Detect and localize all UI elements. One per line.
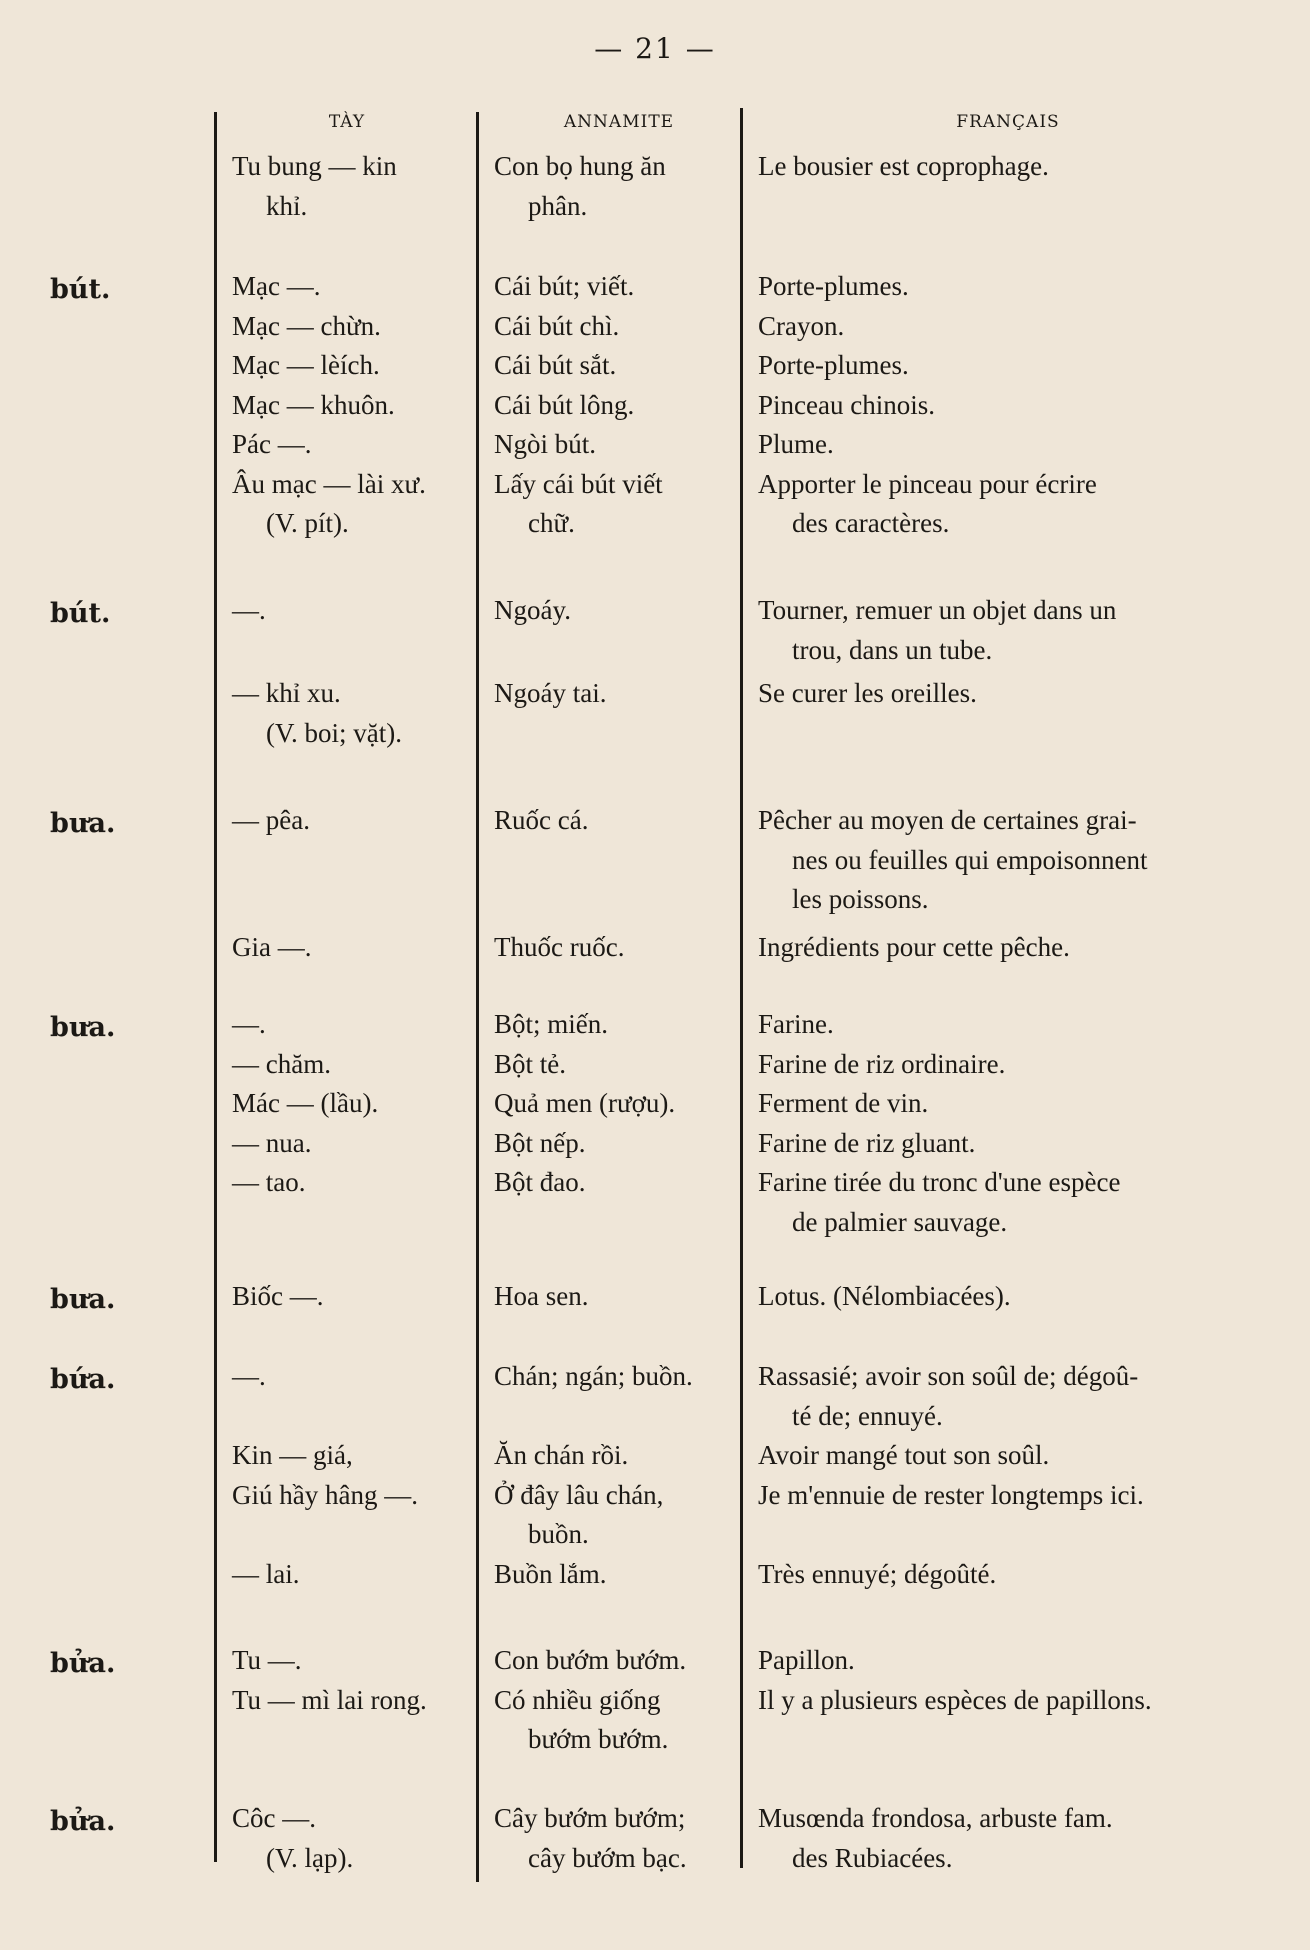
annamite-text: Cái bút; viết.: [494, 271, 635, 301]
annamite-text: Chán; ngán; buồn.: [494, 1361, 693, 1391]
entry-line: [0, 186, 1310, 226]
francais-text: Très ennuyé; dégoûté.: [758, 1558, 997, 1589]
annamite-text: Có nhiều giống: [494, 1684, 661, 1715]
headword: bưa.: [50, 1284, 116, 1315]
annamite-text: Ruốc cá.: [494, 805, 589, 835]
francais-text: Ingrédients pour cette pêche.: [758, 931, 1070, 962]
tay-text: Giú hầy hâng —.: [232, 1479, 418, 1510]
francais-text: Musœnda frondosa, arbuste fam.: [758, 1803, 1113, 1833]
francais-text: Ferment de vin.: [758, 1088, 929, 1118]
tay-text: —.: [232, 1361, 266, 1391]
entry-line: [0, 146, 1310, 186]
annamite-text: Lấy cái bút viết: [494, 468, 663, 499]
annamite-text: phân.: [528, 190, 588, 221]
entry-line: [0, 630, 1310, 670]
annamite-text: Hoa sen.: [494, 1281, 589, 1311]
francais-text: Papillon.: [758, 1645, 855, 1675]
tay-text: Mác — (lầu).: [232, 1088, 379, 1118]
francais-text: Farine.: [758, 1009, 834, 1039]
headword: bưa.: [50, 808, 116, 839]
francais-text: Pêcher au moyen de certaines grai-: [758, 805, 1137, 835]
entry-line: [0, 1680, 1310, 1720]
tay-text: Mạc — lèích.: [232, 350, 380, 380]
entry-line: [0, 503, 1310, 543]
entry-line: [0, 306, 1310, 346]
annamite-text: Cái bút chì.: [494, 310, 620, 341]
tay-text: — chăm.: [232, 1048, 331, 1079]
francais-text: Je m'ennuie de rester longtemps ici.: [758, 1479, 1144, 1510]
tay-text: Côc —.: [232, 1803, 316, 1833]
headword: bửa.: [50, 1806, 116, 1837]
francais-text: de palmier sauvage.: [792, 1206, 1008, 1237]
annamite-text: Quả men (rượu).: [494, 1088, 676, 1118]
entry-line: [0, 800, 1310, 840]
tay-text: Gia —.: [232, 931, 312, 962]
column-header-annamite: ANNAMITE: [563, 112, 675, 132]
annamite-text: Cây bướm bướm;: [494, 1803, 686, 1833]
entry-line: [0, 1004, 1310, 1044]
entry-line: [0, 879, 1310, 919]
annamite-text: Thuốc ruốc.: [494, 931, 625, 962]
headword: bửa.: [50, 1648, 116, 1679]
entry-line: [0, 590, 1310, 630]
entry-line: [0, 1123, 1310, 1163]
tay-text: — pêa.: [232, 805, 310, 835]
tay-text: Tu bung — kin: [232, 151, 397, 181]
entry-line: [0, 1162, 1310, 1202]
annamite-text: chữ.: [528, 508, 575, 538]
francais-text: Lotus. (Nélombiacées).: [758, 1281, 1011, 1311]
entry-line: [0, 1396, 1310, 1436]
francais-text: Il y a plusieurs espèces de papillons.: [758, 1684, 1152, 1715]
francais-text: trou, dans un tube.: [792, 634, 993, 665]
entry-line: [0, 1640, 1310, 1680]
tay-text: Mạc — chừn.: [232, 310, 381, 341]
entry-line: [0, 713, 1310, 753]
annamite-text: Ngoáy.: [494, 595, 571, 625]
francais-text: des caractères.: [792, 508, 950, 538]
tay-text: — khỉ xu.: [232, 678, 341, 708]
entry-line: [0, 1838, 1310, 1878]
entry-line: [0, 1435, 1310, 1475]
column-header-francais: FRANÇAIS: [956, 112, 1060, 132]
francais-text: Rassasié; avoir son soûl de; dégoû-: [758, 1361, 1139, 1391]
annamite-text: buồn.: [528, 1519, 589, 1549]
entry-line: [0, 927, 1310, 967]
francais-text: Le bousier est coprophage.: [758, 151, 1049, 181]
headword: bút.: [50, 598, 111, 629]
francais-text: des Rubiacées.: [792, 1842, 953, 1873]
francais-text: nes ou feuilles qui empoisonnent: [792, 844, 1148, 875]
entry-line: [0, 424, 1310, 464]
column-header-tay: TÀY: [328, 112, 366, 132]
annamite-text: Ăn chán rồi.: [494, 1440, 629, 1470]
annamite-text: Buồn lắm.: [494, 1558, 607, 1589]
francais-text: Tourner, remuer un objet dans un: [758, 595, 1117, 625]
entry-line: [0, 1356, 1310, 1396]
francais-text: Plume.: [758, 429, 834, 459]
tay-text: — nua.: [232, 1127, 312, 1158]
annamite-text: bướm bướm.: [528, 1724, 669, 1754]
entry-line: [0, 840, 1310, 880]
francais-text: Farine de riz ordinaire.: [758, 1048, 1006, 1079]
page-number: — 21 —: [594, 32, 716, 65]
annamite-text: Ở đây lâu chán,: [494, 1479, 664, 1510]
tay-text: —.: [232, 1009, 266, 1039]
entry-line: [0, 1202, 1310, 1242]
tay-text: Pác —.: [232, 429, 312, 459]
headword: bứa.: [50, 1364, 116, 1395]
francais-text: Porte-plumes.: [758, 271, 909, 301]
tay-text: (V. lạp).: [266, 1842, 354, 1873]
entry-line: [0, 1798, 1310, 1838]
annamite-text: Con bướm bướm.: [494, 1645, 687, 1675]
francais-text: Avoir mangé tout son soûl.: [758, 1440, 1050, 1470]
annamite-text: Cái bút sắt.: [494, 350, 617, 380]
tay-text: Mạc — khuôn.: [232, 389, 395, 420]
annamite-text: Ngoáy tai.: [494, 678, 607, 708]
tay-text: — tao.: [232, 1167, 306, 1197]
entry-line: [0, 1475, 1310, 1515]
annamite-text: Cái bút lông.: [494, 389, 635, 420]
tay-text: Mạc —.: [232, 271, 321, 301]
entry-line: [0, 1276, 1310, 1316]
annamite-text: Bột tẻ.: [494, 1048, 566, 1079]
tay-text: (V. boi; vặt).: [266, 717, 402, 748]
francais-text: Porte-plumes.: [758, 350, 909, 380]
francais-text: Farine tirée du tronc d'une espèce: [758, 1167, 1121, 1197]
annamite-text: Bột nếp.: [494, 1127, 586, 1158]
annamite-text: Con bọ hung ăn: [494, 151, 666, 181]
francais-text: les poissons.: [792, 884, 929, 914]
tay-text: Tu —.: [232, 1645, 302, 1675]
entry-line: [0, 464, 1310, 504]
headword: bưa.: [50, 1012, 116, 1043]
annamite-text: cây bướm bạc.: [528, 1842, 687, 1873]
francais-text: Farine de riz gluant.: [758, 1127, 976, 1158]
entry-line: [0, 1044, 1310, 1084]
entry-line: [0, 385, 1310, 425]
entry-line: [0, 266, 1310, 306]
tay-text: —.: [232, 595, 266, 625]
entry-line: [0, 1554, 1310, 1594]
tay-text: (V. pít).: [266, 508, 349, 538]
tay-text: — lai.: [232, 1558, 300, 1589]
tay-text: Tu — mì lai rong.: [232, 1684, 427, 1715]
francais-text: Pinceau chinois.: [758, 389, 935, 420]
entry-line: [0, 1083, 1310, 1123]
francais-text: Se curer les oreilles.: [758, 678, 977, 708]
tay-text: Kin — giá,: [232, 1440, 353, 1470]
entry-line: [0, 345, 1310, 385]
annamite-text: Bột đao.: [494, 1167, 586, 1197]
tay-text: Âu mạc — lài xư.: [232, 468, 426, 499]
entry-line: [0, 1719, 1310, 1759]
annamite-text: Bột; miến.: [494, 1009, 608, 1039]
tay-text: Biốc —.: [232, 1281, 324, 1311]
entry-line: [0, 1514, 1310, 1554]
annamite-text: Ngòi bút.: [494, 429, 597, 459]
entry-line: [0, 673, 1310, 713]
francais-text: té de; ennuyé.: [792, 1400, 943, 1431]
headword: bút.: [50, 274, 111, 305]
francais-text: Apporter le pinceau pour écrire: [758, 468, 1097, 499]
tay-text: khỉ.: [266, 190, 308, 221]
francais-text: Crayon.: [758, 310, 845, 341]
